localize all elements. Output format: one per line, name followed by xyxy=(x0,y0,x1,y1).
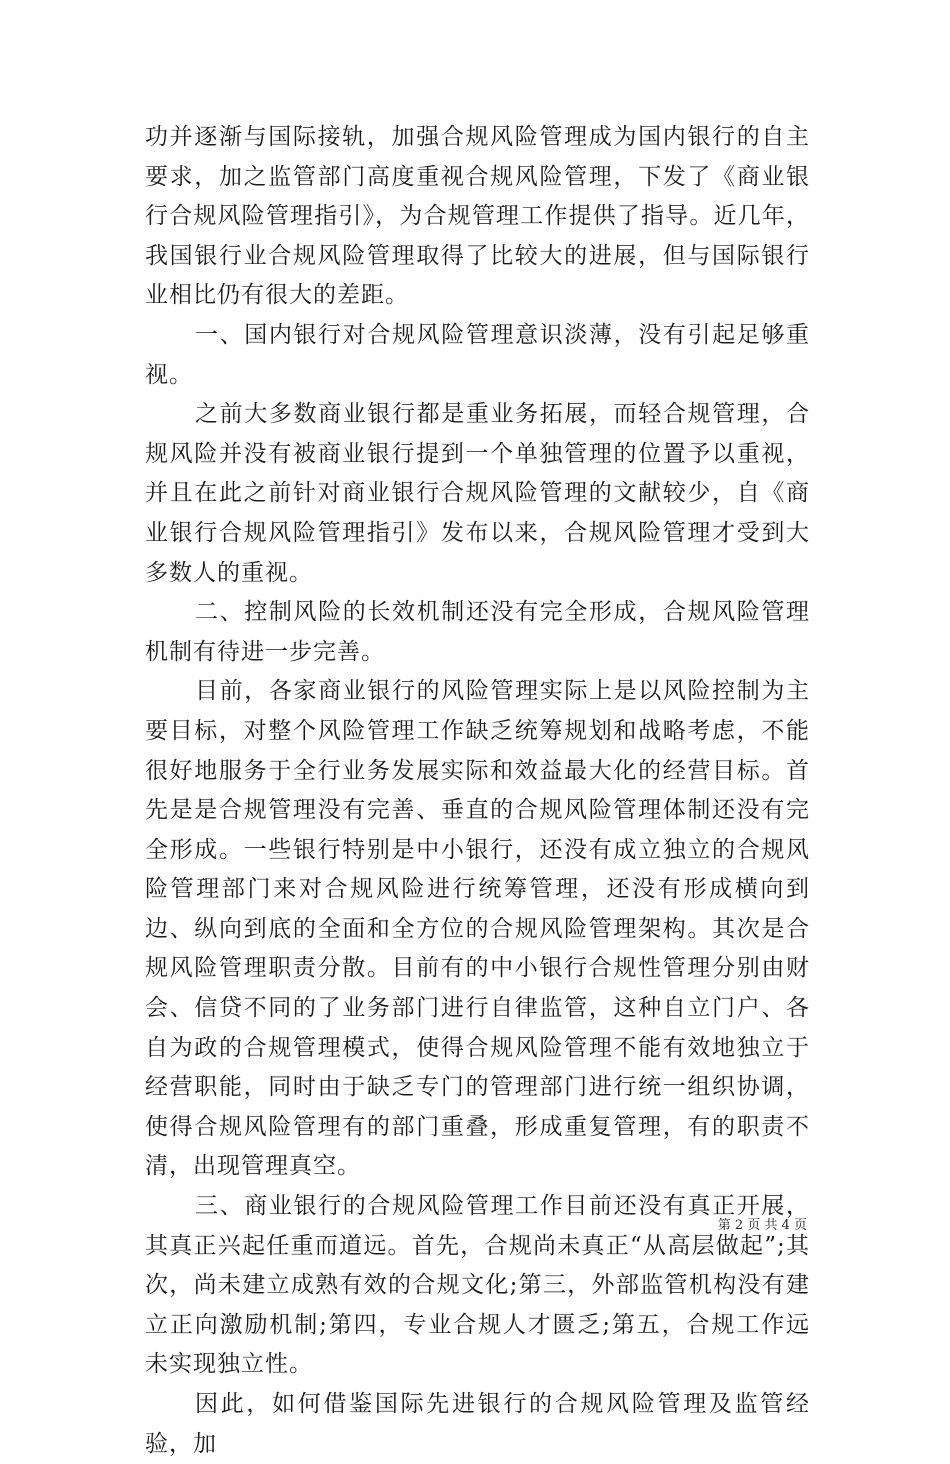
paragraph-point-one-detail: 之前大多数商业银行都是重业务拓展，而轻合规管理，合规风险并没有被商业银行提到一个单独管理的位置予以重视，并且在此之前针对商业银行合规风险管理的文献较少，自《商业银行合规风险管理指引》发布以来，合规风险管理才受到大多数人的重视。 xyxy=(145,401,810,586)
document-body xyxy=(145,118,810,1464)
paragraph-point-three: 三、商业银行的合规风险管理工作目前还没有真正开展，其真正兴起任重而道远。首先，合规尚未真正“从高层做起”;其次，尚未建立成熟有效的合规文化;第三，外部监管机构没有建立正向激励机制;第四，专业合规人才匮乏;第五，合规工作远未实现独立性。 xyxy=(145,1193,810,1378)
paragraph-continuation: 功并逐渐与国际接轨，加强合规风险管理成为国内银行的自主要求，加之监管部门高度重视合规风险管理，下发了《商业银行合规风险管理指引》，为合规管理工作提供了指导。近几年，我国银行业合规风险管理取得了比较大的进展，但与国际银行业相比仍有很大的差距。 xyxy=(145,124,810,309)
heading-point-two: 二、控制风险的长效机制还没有完全形成，合规风险管理机制有待进一步完善。 xyxy=(145,599,810,665)
paragraph-point-two-detail: 目前，各家商业银行的风险管理实际上是以风险控制为主要目标，对整个风险管理工作缺乏统筹规划和战略考虑，不能很好地服务于全行业务发展实际和效益最大化的经营目标。首先是是合规管理没有完善、垂直的合规风险管理体制还没有完全形成。一些银行特别是中小银行，还没有成立独立的合规风险管理部门来对合规风险进行统筹管理，还没有形成横向到边、纵向到底的全面和全方位的合规风险管理架构。其次是合规风险管理职责分散。目前有的中小银行合规性管理分别由财会、信贷不同的了业务部门进行自律监管，这种自立门户、各自为政的合规管理模式，使得合规风险管理不能有效地独立于经营职能，同时由于缺乏专门的管理部门进行统一组织协调，使得合规风险管理有的部门重叠，形成重复管理，有的职责不清，出现管理真空。 xyxy=(145,678,810,1180)
page-number: 第 2 页 共 4 页 xyxy=(717,1218,807,1233)
heading-point-one: 一、国内银行对合规风险管理意识淡薄，没有引起足够重视。 xyxy=(145,321,810,388)
paragraph-conclusion-start: 因此，如何借鉴国际先进银行的合规风险管理及监管经验，加 xyxy=(145,1391,810,1457)
